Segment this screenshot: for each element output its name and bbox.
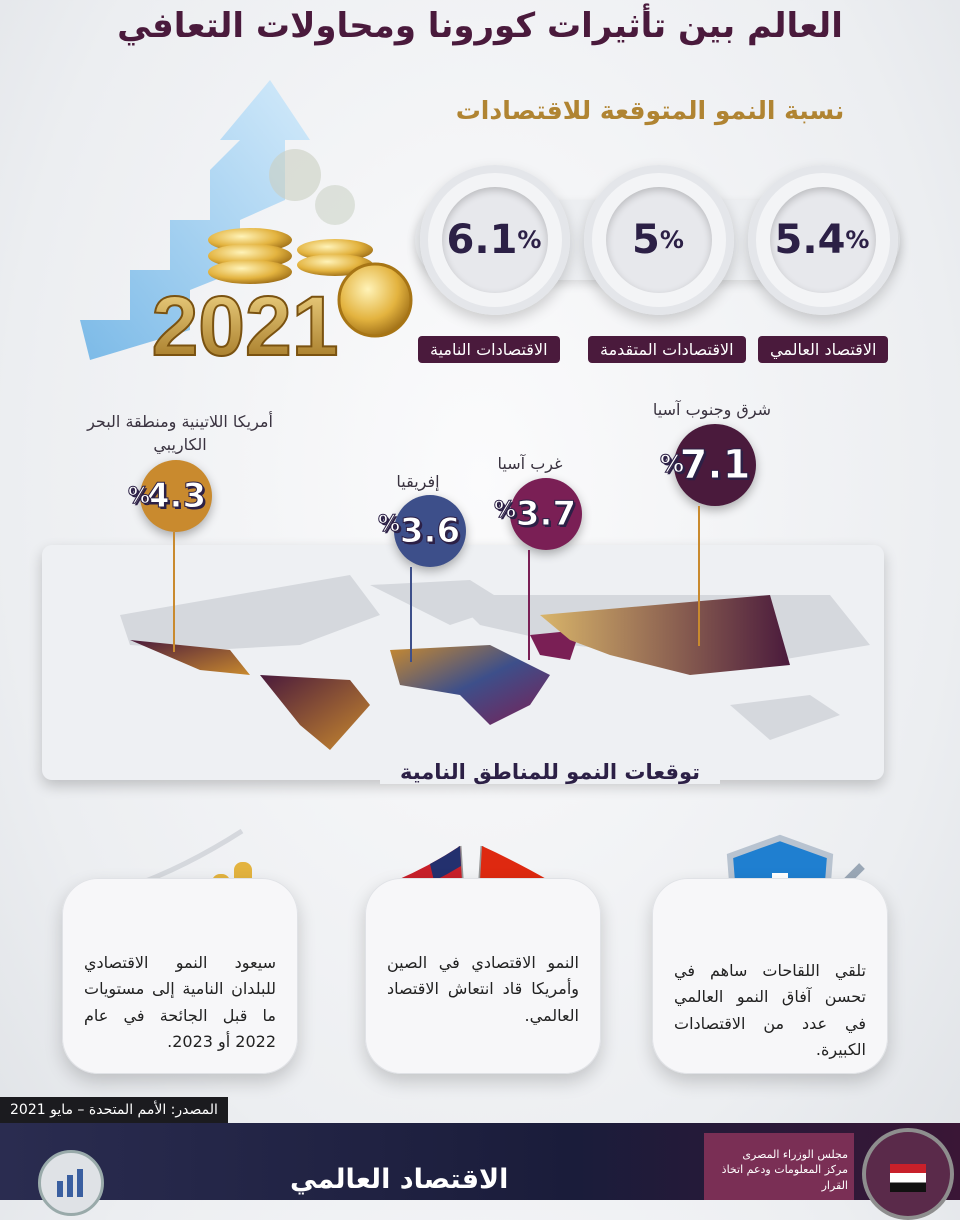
ring-developing-unit: %: [517, 226, 542, 254]
map-caption: توقعات النمو للمناطق النامية: [380, 760, 720, 784]
region-west-asia-bubble: [510, 478, 582, 550]
org-line-1: مجلس الوزراء المصرى: [742, 1148, 848, 1161]
ring-world-value: 5.4: [774, 217, 846, 263]
logo-emblem: [862, 1128, 954, 1220]
region-africa-unit: %: [378, 512, 401, 537]
region-latin-america-unit: %: [128, 484, 151, 509]
ring-advanced-label: الاقتصادات المتقدمة: [588, 336, 746, 363]
region-east-south-asia-bubble: [674, 424, 756, 506]
footer-section-title: الاقتصاد العالمي: [290, 1164, 509, 1195]
ring-world-label: الاقتصاد العالمي: [758, 336, 888, 363]
page-title: العالم بين تأثيرات كورونا ومحاولات التعافي: [117, 6, 843, 46]
ring-developing-label: الاقتصادات النامية: [418, 336, 560, 363]
card-developing-recovery: [62, 878, 298, 1074]
ring-advanced: [584, 165, 734, 315]
card-vaccines: [652, 878, 888, 1074]
region-east-south-asia-value: 7.1: [679, 442, 751, 488]
region-latin-america-label: أمريكا اللاتينية ومنطقة البحر الكاريبي: [87, 412, 273, 455]
card-developing-recovery-text: سيعود النمو الاقتصادي للبلدان النامية إلى مستويات ما قبل الجائحة في عام 2022 أو 2023.: [84, 953, 276, 1052]
region-east-south-asia-unit: %: [660, 450, 685, 478]
region-latin-america-value: 4.3: [145, 476, 207, 516]
ring-developing: [420, 165, 570, 315]
pointer-line: [528, 550, 530, 660]
region-africa-bubble: [394, 495, 466, 567]
pointer-line: [410, 567, 412, 662]
region-africa-value: 3.6: [399, 511, 461, 551]
region-west-asia-label: غرب آسيا: [497, 454, 563, 473]
organization-box: [704, 1133, 854, 1200]
ring-developing-value: 6.1: [446, 217, 518, 263]
source-note: المصدر: الأمم المتحدة – مايو 2021: [0, 1097, 228, 1123]
ring-world: [748, 165, 898, 315]
region-africa-label: إفريقيا: [396, 472, 440, 491]
chart-badge-icon: [38, 1150, 104, 1216]
pointer-line: [698, 506, 700, 646]
growth-arrow-coins-illustration: [70, 70, 420, 370]
year-2021-label: 2021: [151, 279, 339, 370]
ring-world-unit: %: [845, 226, 870, 254]
region-west-asia-unit: %: [494, 498, 517, 523]
card-china-usa-text: النمو الاقتصادي في الصين وأمريكا قاد انتعاش الاقتصاد العالمي.: [387, 953, 579, 1025]
ring-advanced-value: 5: [632, 217, 660, 263]
region-west-asia-value: 3.7: [515, 494, 577, 534]
org-line-2: مركز المعلومات ودعم اتخاذ القرار: [721, 1163, 848, 1192]
region-east-south-asia-label: شرق وجنوب آسيا: [652, 400, 772, 419]
card-china-usa: [365, 878, 601, 1074]
card-vaccines-text: تلقي اللقاحات ساهم في تحسن آفاق النمو العالمي في عدد من الاقتصادات الكبيرة.: [674, 961, 866, 1060]
region-latin-america-bubble: [140, 460, 212, 532]
flag-emblem-icon: [890, 1164, 926, 1192]
ring-advanced-unit: %: [659, 226, 684, 254]
pointer-line: [173, 532, 175, 652]
growth-subtitle: نسبة النمو المتوقعة للاقتصادات: [455, 96, 845, 125]
